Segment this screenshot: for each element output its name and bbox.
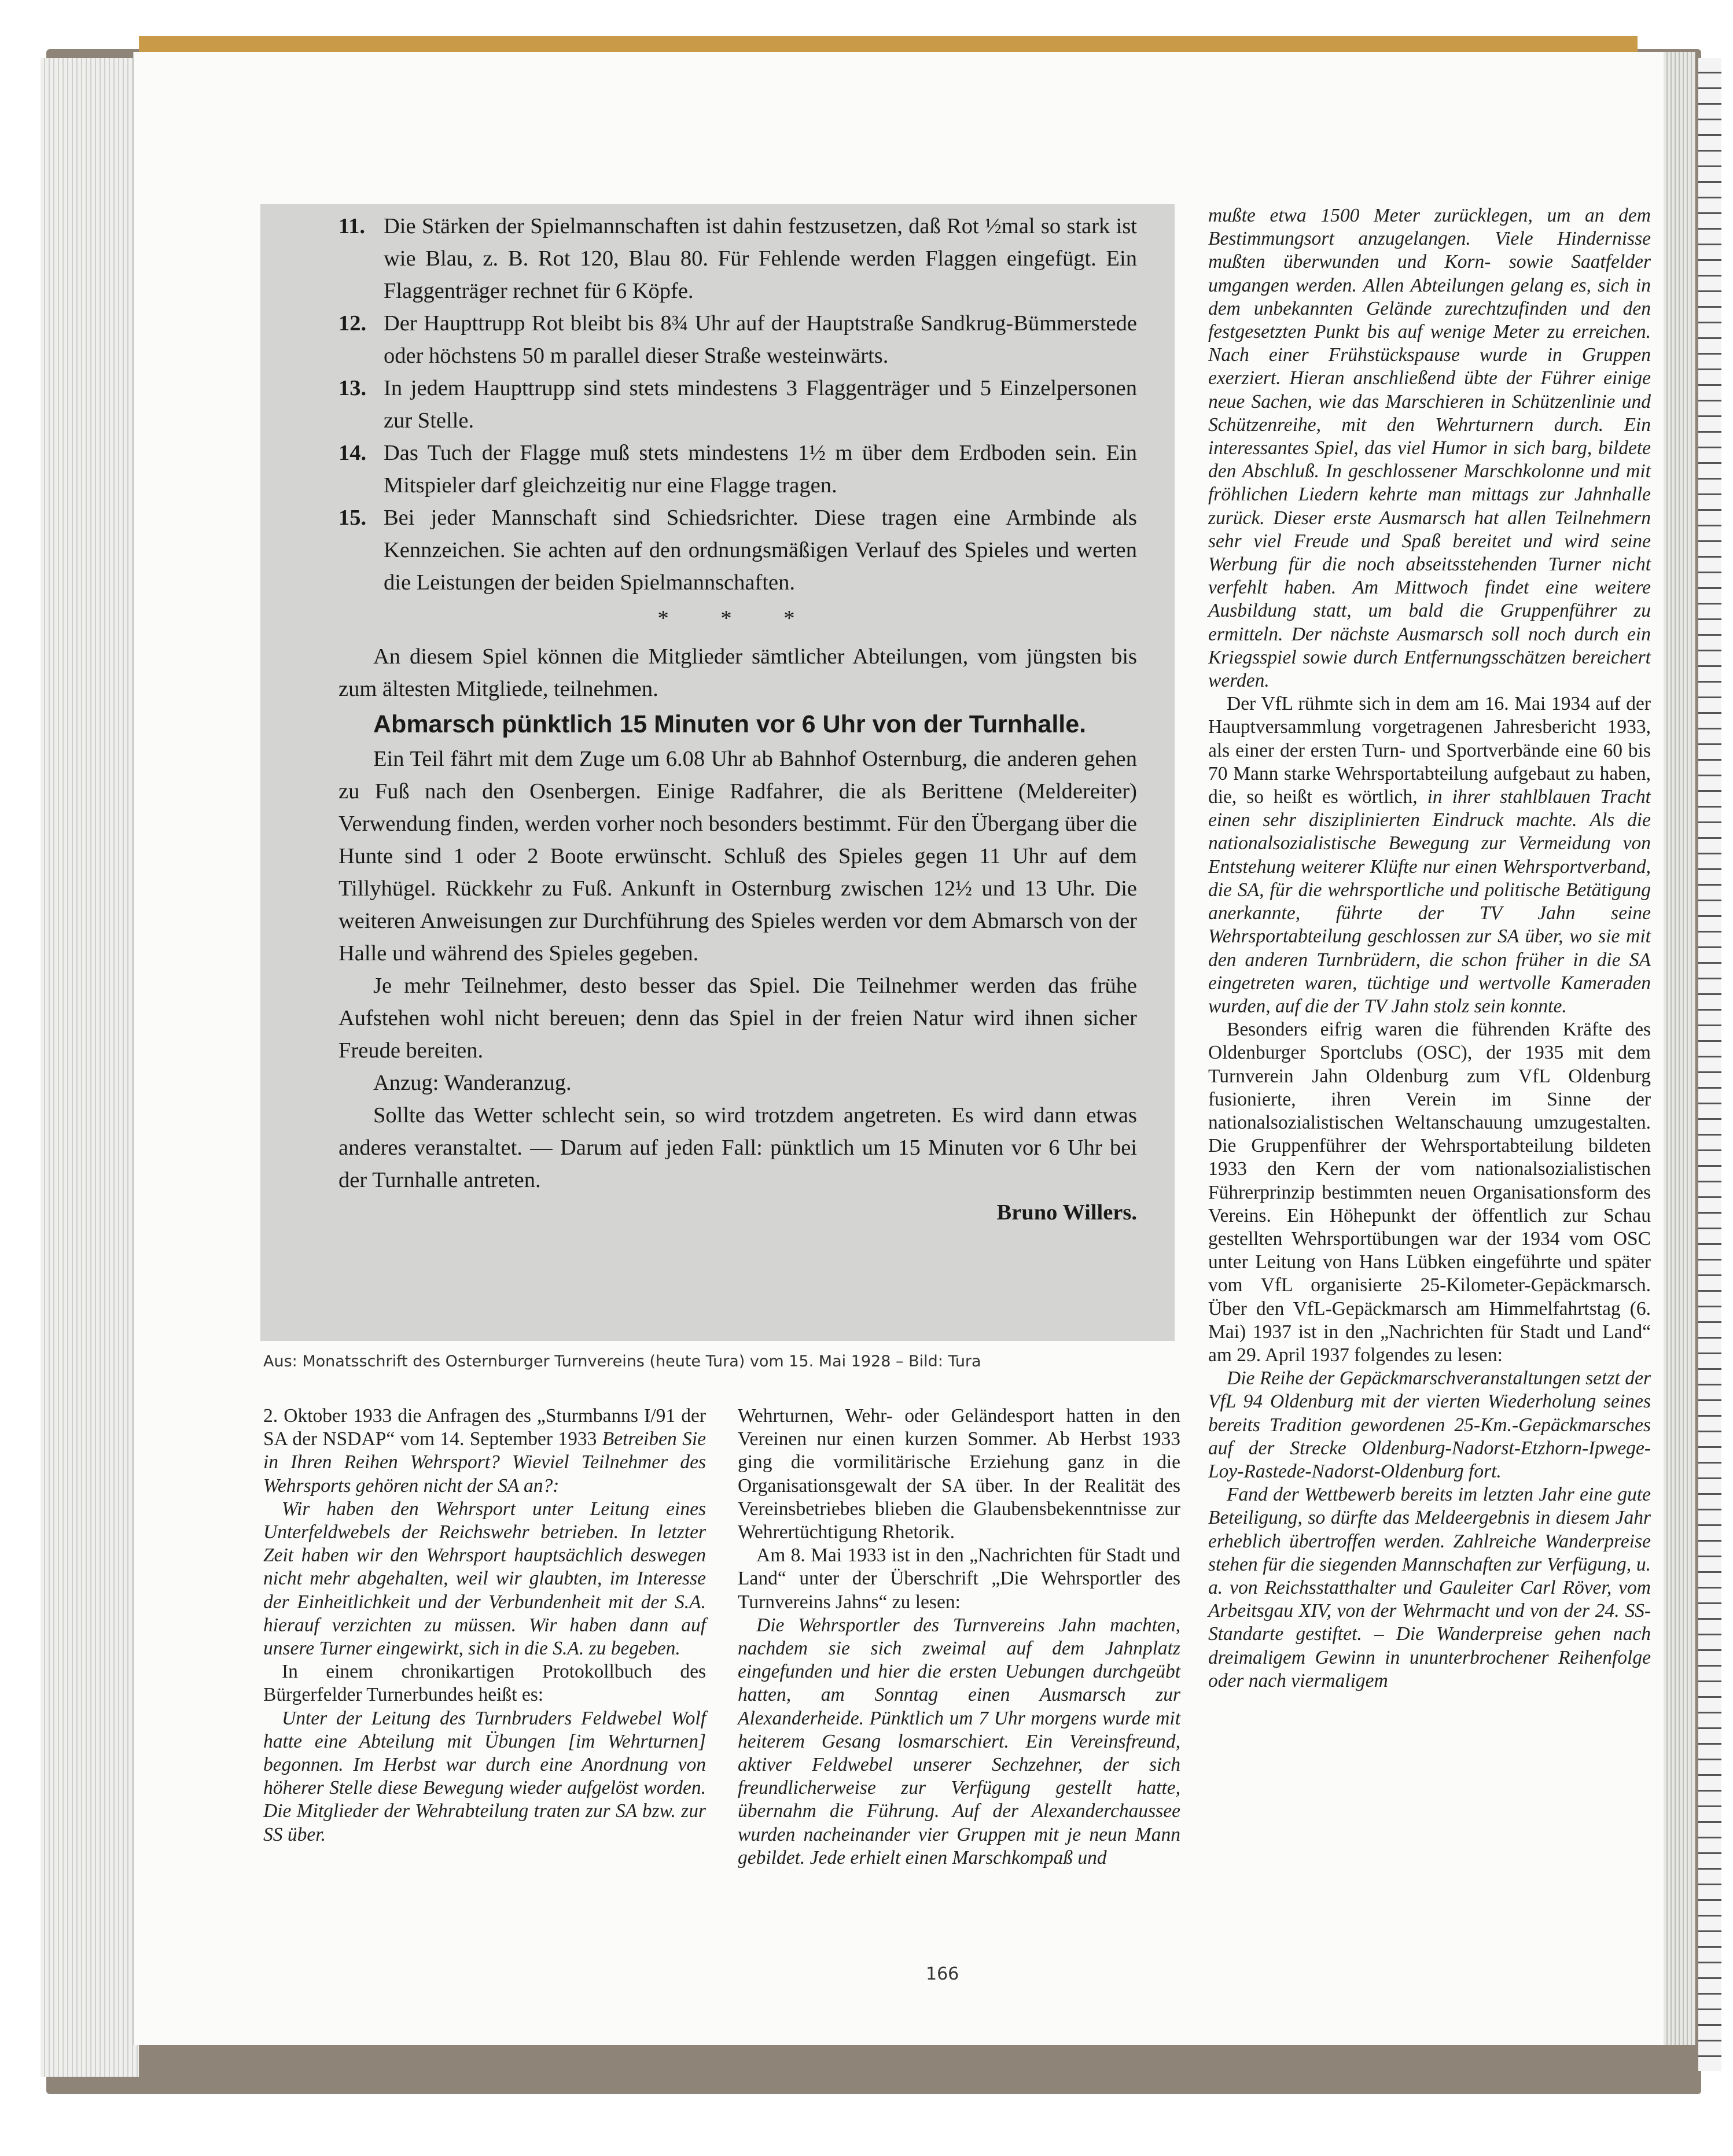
body-paragraph: Wehrturnen, Wehr- oder Geländesport hatten in den Vereinen nur einen kurzen Sommer. Ab Herbst 1933 ging die vormilitärische Erziehung ganz in die Organisationsgewalt der SA über. In der Realität des Vereinsbetriebes blieben die Glaubensbekenntnisse zur Wehrertüchtigung Rhetorik. [738,1405,1180,1543]
right-page-edge [1664,52,1695,2045]
quote-paragraph: Fand der Wettbewerb bereits im letzten Jahr eine gute Beteiligung, so dürfte das Meldeergebnis in diesem Jahr erheblich übertroffen werden. Zahlreiche Wanderpreise stehen für die siegenden Mannschaften zur Verfügung, u. a. von Reichsstatthalter und Gauleiter Carl Röver, vom Arbeitsgau XIV, von der Wehrmacht und von der 24. SS-Standarte gestiftet. – Die Wanderpreise gehen nach dreimaligem Gewinn in ununterbrochener Reihenfolge oder nach viermaligem [1208,1484,1651,1691]
rule-item: 14. Das Tuch der Flagge muß stets mindestens 1½ m über dem Erdboden sein. Ein Mitspieler darf gleichzeitig nur eine Flagge tragen. [338,441,1137,497]
page-number: 166 [926,1964,959,1984]
body-paragraph: Am 8. Mai 1933 ist in den „Nachrichten für Stadt und Land“ unter der Überschrift „Die Wehrsportler des Turnvereins Jahns“ zu lesen: [738,1545,1180,1613]
reproduction-paragraph: Je mehr Teilnehmer, desto besser das Spiel. Die Teilnehmer werden das frühe Aufstehen wohl nicht bereuen; denn das Spiel in der freien Natur wird ihnen sicher Freude bereiten. [338,974,1137,1063]
signature: Bruno Willers. [996,1200,1137,1225]
page-stack-edge [41,58,139,2077]
body-paragraph: In einem chronikartigen Protokollbuch des Bürgerfelder Turnerbundes heißt es: [263,1661,706,1706]
reproduction-paragraph: Sollte das Wetter schlecht sein, so wird trotzdem angetreten. Es wird dann etwas anderes veranstaltet. — Darum auf jeden Fall: pünktlich um 15 Minuten vor 6 Uhr bei der Turnhalle antreten. [338,1103,1137,1192]
section-divider-stars: * * * [657,606,818,631]
figure-caption: Aus: Monatsschrift des Osternburger Turnvereins (heute Tura) vom 15. Mai 1928 – Bild: Tura [263,1352,981,1370]
text-column-1 [263,1405,706,1847]
rule-item: 15. Bei jeder Mannschaft sind Schiedsrichter. Diese tragen eine Armbinde als Kennzeichen. Sie achten auf den ordnungsmäßigen Verlauf des Spieles und werten die Leistungen der beiden Spielmannschaften. [338,506,1137,595]
body-paragraph: 2. Oktober 1933 die Anfragen des „Sturmbanns I/91 der SA der NSDAP“ vom 14. September 1933 Betreiben Sie in Ihren Reihen Wehrsport? Wieviel Teilnehmer des Wehrsports gehören nicht der SA an?: [263,1405,707,1497]
scan-scale-bar [1698,58,1721,2071]
rule-item: 13. In jedem Haupttrupp sind stets mindestens 3 Flaggenträger und 5 Einzelpersonen zur Stelle. [338,376,1137,433]
quote-paragraph: Die Reihe der Gepäckmarschveranstaltungen setzt der VfL 94 Oldenburg mit der vierten Wiederholung seines bereits Tradition gewordenen 25-Km.-Gepäckmarsches auf der Strecke Oldenburg-Nadorst-Etzhorn-Ipwege-Loy-Rastede-Nadorst-Oldenburg fort. [1208,1368,1651,1482]
body-paragraph: Der VfL rühmte sich in dem am 16. Mai 1934 auf der Hauptversammlung vorgetragenen Jahresbericht 1933, als einer der ersten Turn- und Sportverbände eine 60 bis 70 Mann starke Wehrsportabteilung aufgebaut zu haben, die, so heißt es wörtlich, in ihrer stahlblauen Tracht einen sehr disziplinierten Eindruck machte. Als die nationalsozialistische Bewegung zur Vermeidung von Entstehung weiterer Klüfte nur einen Wehrsportverband, die SA, für die wehrsportliche und politische Betätigung anerkannte, führte der TV Jahn seine Wehrsportabteilung geschlossen zur SA über, wo sie mit den anderen Turnbrüdern, die schon früher in die SA eingetreten waren, tüchtige und wertvolle Kameraden wurden, auf die der TV Jahn stolz sein konnte. [1208,693,1651,1017]
fraktur-reproduction [260,204,1175,1341]
text-column-3 [1208,204,1651,1693]
reproduction-paragraph: Ein Teil fährt mit dem Zuge um 6.08 Uhr ab Bahnhof Osternburg, die anderen gehen zu Fuß nach den Osenbergen. Einige Radfahrer, die als Berittene (Meldereiter) Verwendung finden, werden vorher noch besonders bestimmt. Für den Übergang über die Hunte sind 1 oder 2 Boote erwünscht. Schluß des Spieles gegen 11 Uhr auf dem Tillyhügel. Rückkehr zu Fuß. Ankunft in Osternburg zwischen 12½ und 13 Uhr. Die weiteren Anweisungen zur Durchführung des Spieles werden vor dem Abmarsch von der Halle und während des Spieles gegeben. [338,747,1137,965]
quote-paragraph: Die Wehrsportler des Turnvereins Jahn machten, nachdem sie sich zweimal auf dem Jahnplatz eingefunden und hier die ersten Uebungen durchgeübt hatten, am Sonntag einen Ausmarsch zur Alexanderheide. Pünktlich um 7 Uhr morgens wurde mit heiterem Gesang losmarschiert. Ein Vereinsfreund, aktiver Feldwebel unserer Sechzehner, der sich freundlicherweise zur Verfügung gestellt hatte, übernahm die Führung. Auf der Alexanderchaussee wurden nacheinander vier Gruppen mit je neun Mann gebildet. Jede erhielt einen Marschkompaß und [738,1614,1180,1868]
rule-item: 12. Der Haupttrupp Rot bleibt bis 8¾ Uhr auf der Hauptstraße Sandkrug-Bümmerstede oder höchstens 50 m parallel dieser Straße westeinwärts. [338,311,1137,368]
body-paragraph: Besonders eifrig waren die führenden Kräfte des Oldenburger Sportclubs (OSC), der 1935 mit dem Turnverein Jahn Oldenburg zum VfL Oldenburg fusionierte, ihren Verein im Sinne der nationalsozialistischen Weltanschauung umzugestalten. Die Gruppenführer der Wehrsportabteilung bildeten 1933 den Kern der vom nationalsozialistischen Führerprinzip bestimmten neuen Organisationsform des Vereins. Ein Höhepunkt der öffentlich zur Schau gestellten Wehrsportübungen war der 1934 vom OSC unter Leitung von Hans Lübken eingeführte und später vom VfL organisierte 25-Kilometer-Gepäckmarsch. Über den VfL-Gepäckmarsch am Himmelfahrtstag (6. Mai) 1937 ist in den „Nachrichten für Stadt und Land“ am 29. April 1937 folgendes zu lesen: [1208,1019,1651,1366]
quote-paragraph: Wir haben den Wehrsport unter Leitung eines Unterfeldwebels der Reichswehr betrieben. In letzter Zeit haben wir den Wehrsport hauptsächlich deswegen nicht mehr abgehalten, weil wir glaubten, im Interesse der Einheitlichkeit und der Verbundenheit mit der S.A. hierauf verzichten zu müssen. Wir haben dann auf unsere Turner eingewirkt, sich in die S.A. zu begeben. [263,1498,706,1660]
text-column-2 [738,1405,1180,1870]
quote-paragraph: Unter der Leitung des Turnbruders Feldwebel Wolf hatte eine Abteilung mit Übungen [im Wehrturnen] begonnen. Im Herbst war durch eine Anordnung von höherer Stelle diese Bewegung wieder aufgelöst worden. Die Mitglieder der Wehrabteilung traten zur SA bzw. zur SS über. [263,1707,706,1845]
rule-item: 11. Die Stärken der Spielmannschaften ist dahin festzusetzen, daß Rot ½mal so stark ist wie Blau, z. B. Rot 120, Blau 80. Für Fehlende werden Flaggen eingefügt. Ein Flaggenträger rechnet für 6 Köpfe. [338,214,1137,303]
reproduction-paragraph: An diesem Spiel können die Mitglieder sämtlicher Abteilungen, vom jüngsten bis zum ältesten Mitgliede, teilnehmen. [338,644,1137,701]
reproduction-headline: Abmarsch pünktlich 15 Minuten vor 6 Uhr von der Turnhalle. [373,710,1087,738]
reproduction-paragraph: Anzug: Wanderanzug. [373,1071,572,1095]
quote-paragraph: mußte etwa 1500 Meter zurücklegen, um an dem Bestimmungsort anzugelangen. Viele Hindernisse mußten überwunden und Korn- sowie Saatfelder umgangen werden. Allen Abteilungen gelang es, sich in dem unbekannten Gelände zurechtzufinden und den festgesetzten Punkt bis auf wenige Meter zu erreichen. Nach einer Frühstückspause wurde in Gruppen exerziert. Hieran anschließend übte der Führer einige neue Sachen, wie das Marschieren in Schützenlinie und Schützenreihe, mit den Wehrturnern durch. Ein interessantes Spiel, das viel Humor in sich barg, bildete den Abschluß. In geschlossener Marschkolonne und mit fröhlichen Liedern kehrte man mittags zur Jahnhalle zurück. Dieser erste Ausmarsch hat allen Teilnehmern sehr viel Freude und Spaß bereitet und wird seine Werbung für die noch abseitsstehenden Turner nicht verfehlt haben. Am Mittwoch findet eine weitere Ausbildung statt, um bald die Gruppenführer zu ermitteln. Der nächste Ausmarsch soll noch durch ein Kriegsspiel sowie durch Entfernungsschätzen bereichert werden. [1208,205,1651,692]
